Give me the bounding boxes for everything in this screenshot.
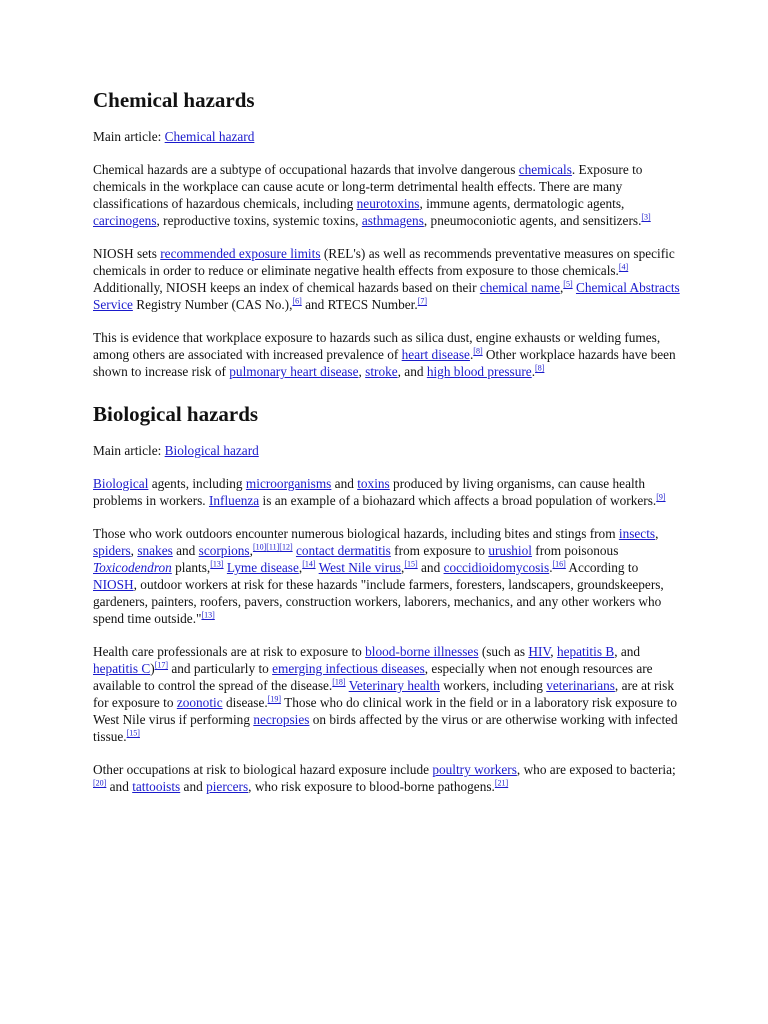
link-scorpions[interactable]: scorpions [198, 543, 250, 558]
article-content [93, 86, 683, 811]
citation-link-15[interactable]: [15] [126, 728, 140, 738]
citation-link-6[interactable]: [6] [292, 296, 302, 306]
text: , who risk exposure to blood-borne pathogens. [248, 779, 495, 794]
text: Registry Number (CAS No.), [132, 297, 293, 312]
text: and particularly to [168, 661, 273, 676]
text: , [401, 560, 405, 575]
citation-link-13[interactable]: [13] [210, 559, 224, 569]
text: ) [150, 661, 155, 676]
citation [563, 280, 572, 289]
paragraph-biological-3 [93, 643, 683, 745]
text: Those who do clinical work in the field or in a laboratory risk exposure to West Nile virus if performing [93, 695, 677, 727]
link-coccidioidomycosis[interactable]: coccidioidomycosis [443, 560, 550, 575]
text: on birds affected by the virus or are otherwise working with infected tissue. [93, 712, 678, 744]
link-contact-dermatitis[interactable]: contact dermatitis [295, 543, 391, 558]
text: and RTECS Number. [301, 297, 418, 312]
text: Health care professionals are at risk to exposure to [93, 644, 366, 659]
link-hepatitis-b[interactable]: hepatitis B [556, 644, 615, 659]
link-asthmagens[interactable]: asthmagens [361, 213, 424, 228]
text: , immune agents, dermatologic agents, [419, 196, 625, 211]
main-article-note [93, 128, 683, 145]
citation [210, 560, 223, 569]
text: , [130, 543, 138, 558]
heading-chemical-hazards: Chemical hazards [93, 88, 255, 112]
paragraph-chemical-2 [93, 245, 683, 313]
citation [473, 347, 482, 356]
link-insects[interactable]: insects [618, 526, 656, 541]
text: and [331, 476, 358, 491]
paragraph-biological-2 [93, 525, 683, 627]
text: (REL's) as well as recommends preventative measures on specific chemicals in order to reduce or eliminate negative health effects from exposure to those chemicals. [93, 246, 675, 278]
citation [495, 779, 508, 788]
paragraph-biological-1 [93, 475, 683, 509]
text: , are at risk for exposure to [93, 678, 674, 710]
link-chemicals[interactable]: chemicals [518, 162, 572, 177]
text: produced by living organisms, can cause health problems in workers. [93, 476, 646, 508]
text: Additionally, NIOSH keeps an index of chemical hazards based on their [93, 280, 480, 295]
citation-link-10[interactable]: [10] [252, 542, 267, 552]
text: , and [397, 364, 427, 379]
link-chemical-abstracts-service[interactable]: Chemical Abstracts Service [93, 280, 680, 312]
citation [201, 611, 214, 620]
text: , who are exposed to bacteria; [516, 762, 676, 777]
citation [332, 678, 345, 687]
text: This is evidence that workplace exposure to hazards such as silica dust, engine exhausts or welding fumes, among others are associated with increased prevalence of [93, 330, 661, 362]
paragraph-biological-4 [93, 761, 683, 795]
paragraph-chemical-1 [93, 161, 683, 229]
link-recommended-exposure-limits[interactable]: recommended exposure limits [160, 246, 321, 261]
text: , and [614, 644, 641, 659]
text: (such as [478, 644, 529, 659]
citation [656, 493, 665, 502]
citation [253, 543, 293, 552]
citation [535, 364, 544, 373]
text: . [549, 560, 553, 575]
main-article-note [93, 442, 683, 459]
link-carcinogens[interactable]: carcinogens [93, 213, 157, 228]
link-veterinarians[interactable]: veterinarians [546, 678, 615, 693]
citation-link-9[interactable]: [9] [656, 492, 666, 502]
text: and [172, 543, 199, 558]
text: , especially when not enough resources are available to control the spread of the disease. [93, 661, 653, 693]
citation [641, 213, 650, 222]
text: and [106, 779, 133, 794]
link-veterinary-health[interactable]: Veterinary health [348, 678, 440, 693]
citation [155, 661, 168, 670]
citation [292, 297, 301, 306]
link-stroke[interactable]: stroke [365, 364, 398, 379]
main-article-label: Main article: [93, 443, 165, 458]
citation-link-4[interactable]: [4] [618, 262, 629, 272]
text: . [531, 364, 536, 379]
text: from exposure to [390, 543, 489, 558]
citation-link-8[interactable]: [8] [473, 346, 483, 356]
link-poultry-workers[interactable]: poultry workers [432, 762, 517, 777]
link-heart-disease[interactable]: heart disease [401, 347, 470, 362]
link-biological[interactable]: Biological [93, 476, 149, 491]
text: , [249, 543, 253, 558]
link-high-blood-pressure[interactable]: high blood pressure [426, 364, 532, 379]
text: disease. [222, 695, 268, 710]
citation-link-3[interactable]: [3] [641, 212, 651, 222]
link-necropsies[interactable]: necropsies [253, 712, 310, 727]
citation [127, 729, 140, 738]
citation-link-7[interactable]: [7] [417, 296, 428, 306]
link-zoonotic[interactable]: zoonotic [176, 695, 223, 710]
link-biological-hazard[interactable]: Biological hazard [164, 443, 259, 458]
text: Chemical hazards are a subtype of occupational hazards that involve dangerous [93, 162, 519, 177]
link-niosh[interactable]: NIOSH [93, 577, 134, 592]
link-tattooists[interactable]: tattooists [132, 779, 181, 794]
citation-link-20[interactable]: [20] [93, 778, 107, 788]
text: and [417, 560, 444, 575]
text: , reproductive toxins, systemic toxins, [156, 213, 362, 228]
link-influenza[interactable]: Influenza [208, 493, 260, 508]
text: Those who work outdoors encounter numerous biological hazards, including bites and stings from [93, 526, 619, 541]
link-pulmonary-heart-disease[interactable]: pulmonary heart disease [229, 364, 359, 379]
link-microorganisms[interactable]: microorganisms [245, 476, 332, 491]
citation [619, 263, 628, 272]
link-west-nile-virus[interactable]: West Nile virus [318, 560, 402, 575]
citation-link-13[interactable]: [13] [201, 610, 215, 620]
text: is an example of a biohazard which affects a broad population of workers. [259, 493, 657, 508]
text: Other workplace hazards have been shown to increase risk of [93, 347, 676, 379]
text: NIOSH sets [93, 246, 161, 261]
link-hepatitis-c[interactable]: hepatitis C [93, 661, 151, 676]
text: , [655, 526, 659, 541]
text: , outdoor workers at risk for these hazards "include farmers, foresters, landscapers, groundskeepers, gardeners, painters, roofers, pavers, construction workers, laborers, mechanics, and any other workers who spend time outside." [93, 577, 664, 626]
link-snakes[interactable]: snakes [137, 543, 173, 558]
citation-link-19[interactable]: [19] [267, 694, 281, 704]
link-piercers[interactable]: piercers [206, 779, 249, 794]
link-spiders[interactable]: spiders [93, 543, 131, 558]
citation-link-17[interactable]: [17] [154, 660, 169, 670]
text: Other occupations at risk to biological hazard exposure include [93, 762, 433, 777]
heading-biological-hazards: Biological hazards [93, 402, 259, 426]
link-emerging-infectious-diseases[interactable]: emerging infectious diseases [272, 661, 425, 676]
citation-link-11[interactable]: [11] [266, 542, 280, 552]
citation-link-5[interactable]: [5] [563, 279, 573, 289]
citation [553, 560, 566, 569]
text: from poisonous [531, 543, 619, 558]
link-toxicodendron[interactable]: Toxicodendron [93, 560, 172, 575]
link-urushiol[interactable]: urushiol [488, 543, 532, 558]
citation [404, 560, 417, 569]
text: , pneumoconiotic agents, and sensitizers. [423, 213, 642, 228]
link-lyme-disease[interactable]: Lyme disease [226, 560, 299, 575]
citation-link-15[interactable]: [15] [404, 559, 418, 569]
text: plants, [171, 560, 211, 575]
citation-link-18[interactable]: [18] [332, 677, 346, 687]
text: agents, including [148, 476, 246, 491]
link-blood-borne-illnesses[interactable]: blood-borne illnesses [365, 644, 479, 659]
link-chemical-name[interactable]: chemical name [479, 280, 560, 295]
link-toxins[interactable]: toxins [357, 476, 390, 491]
text: workers, including [439, 678, 547, 693]
text: . Exposure to chemicals in the workplace can cause acute or long-term detrimental health effects. There are many classifications of hazardous chemicals, including [93, 162, 643, 211]
paragraph-chemical-3 [93, 329, 683, 380]
main-article-label: Main article: [93, 129, 165, 144]
text: According to [565, 560, 639, 575]
citation-link-8[interactable]: [8] [535, 363, 545, 373]
text: , [358, 364, 366, 379]
text: , [550, 644, 557, 659]
text: , [298, 560, 303, 575]
text: , [559, 280, 564, 295]
citation-link-21[interactable]: [21] [494, 778, 509, 788]
citation [302, 560, 315, 569]
citation-link-12[interactable]: [12] [279, 542, 293, 552]
citation [93, 779, 106, 788]
citation-link-16[interactable]: [16] [552, 559, 566, 569]
link-chemical-hazard[interactable]: Chemical hazard [164, 129, 255, 144]
text: and [180, 779, 207, 794]
citation [268, 695, 281, 704]
link-hiv[interactable]: HIV [528, 644, 551, 659]
text: . [469, 347, 474, 362]
citation-link-14[interactable]: [14] [302, 559, 316, 569]
link-neurotoxins[interactable]: neurotoxins [356, 196, 420, 211]
citation [418, 297, 427, 306]
